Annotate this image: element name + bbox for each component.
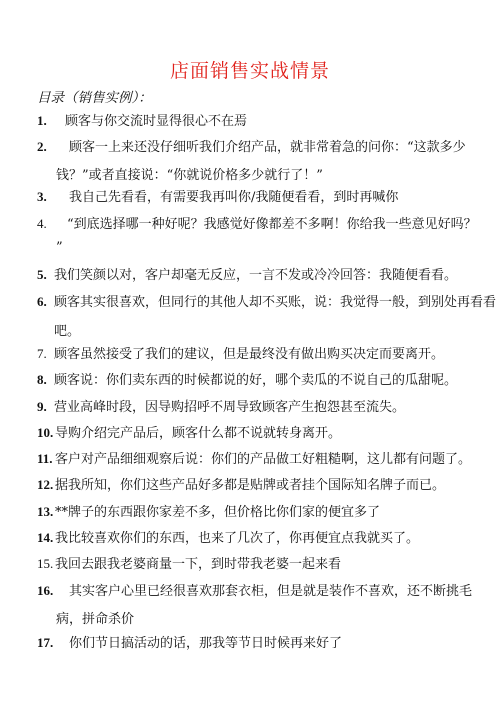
list-item: [37, 446, 473, 473]
list-item: [37, 341, 473, 368]
list-item: [37, 134, 473, 161]
item-text: 顾客虽然接受了我们的建议，但是最终没有做出购买决定而要离开。: [54, 347, 445, 362]
item-text: 我自己先看看，有需要我再叫你/我随便看看，到时再喊你: [69, 190, 399, 205]
item-number: 5.: [37, 267, 47, 282]
item-text: 你们节日搞活动的话，那我等节日时候再来好了: [69, 636, 343, 651]
table-of-contents-heading: 目录（销售实例）：: [37, 90, 152, 106]
list-item: [37, 262, 473, 289]
item-number: 10.: [37, 425, 54, 440]
item-text: 据我所知，你们这些产品好多都是贴牌或者挂个国际知名牌子而已。: [55, 478, 446, 493]
item-text: 我们笑颜以对，客户却毫无反应，一言不发或冷冷回答：我随便看看。: [54, 268, 458, 283]
item-number: 8.: [37, 372, 47, 387]
item-text-continued: 病，拼命杀价: [56, 612, 135, 627]
item-number: 14.: [37, 530, 54, 545]
item-number: 1.: [37, 113, 47, 128]
item-text-continued: 吧。: [54, 324, 81, 339]
item-text: “到底选择哪一种好呢？我感觉好像都差不多啊！你给我一些意见好吗？: [67, 217, 477, 232]
list-item: [37, 551, 473, 578]
list-item: [37, 108, 473, 135]
item-text: 我比较喜欢你们的东西，也来了几次了，你再便宜点我就买了。: [55, 531, 420, 546]
item-number: 3.: [37, 189, 47, 204]
item-number: 7.: [37, 346, 47, 361]
item-number: 11.: [37, 451, 53, 466]
item-text: 其实客户心里已经很喜欢那套衣柜，但是就是装作不喜欢，还不断挑毛: [69, 584, 473, 599]
list-item: [37, 211, 477, 238]
list-item: [37, 578, 473, 605]
item-number: 17.: [37, 635, 54, 650]
list-item: [37, 630, 473, 657]
list-item: [37, 394, 473, 421]
list-item: [37, 184, 473, 211]
item-number: 9.: [37, 399, 47, 414]
item-text: 客户对产品细细观察后说：你们的产品做工好粗糙啊，这儿都有问题了。: [55, 452, 472, 467]
item-text-continued: ”: [56, 240, 63, 255]
item-text: **牌子的东西跟你家差不多，但价格比你们家的便宜多了: [55, 505, 381, 520]
list-item: [37, 289, 497, 316]
item-text: 顾客一上来还没仔细听我们介绍产品，就非常着急的问你：“这款多少: [69, 140, 466, 155]
page-title: 店面销售实战情景: [169, 60, 330, 82]
item-number: 2.: [37, 139, 47, 154]
list-item: [37, 367, 473, 394]
item-number: 13.: [37, 504, 54, 519]
item-text: 营业高峰时段，因导购招呼不周导致顾客产生抱怨甚至流失。: [54, 400, 406, 415]
item-text: 顾客与你交流时显得很心不在焉: [65, 114, 248, 129]
item-number: 6.: [37, 294, 47, 309]
item-number: 12.: [37, 477, 54, 492]
list-item: [37, 472, 473, 499]
item-text: 顾客其实很喜欢，但同行的其他人却不买账，说：我觉得一般，到别处再看看: [54, 295, 497, 310]
item-text: 导购介绍完产品后，顾客什么都不说就转身离开。: [55, 426, 342, 441]
item-number: 4.: [37, 216, 47, 231]
item-number: 15.: [37, 556, 54, 571]
list-item: [37, 525, 473, 552]
list-item: [37, 499, 473, 526]
list-item: [37, 420, 473, 447]
item-text-continued: 钱？”或者直接说：“你就说价格多少就行了！”: [56, 168, 323, 183]
item-text: 我回去跟我老婆商量一下，到时带我老婆一起来看: [55, 557, 342, 572]
item-number: 16.: [37, 583, 54, 598]
item-text: 顾客说：你们卖东西的时候都说的好，哪个卖瓜的不说自己的瓜甜呢。: [54, 373, 458, 388]
